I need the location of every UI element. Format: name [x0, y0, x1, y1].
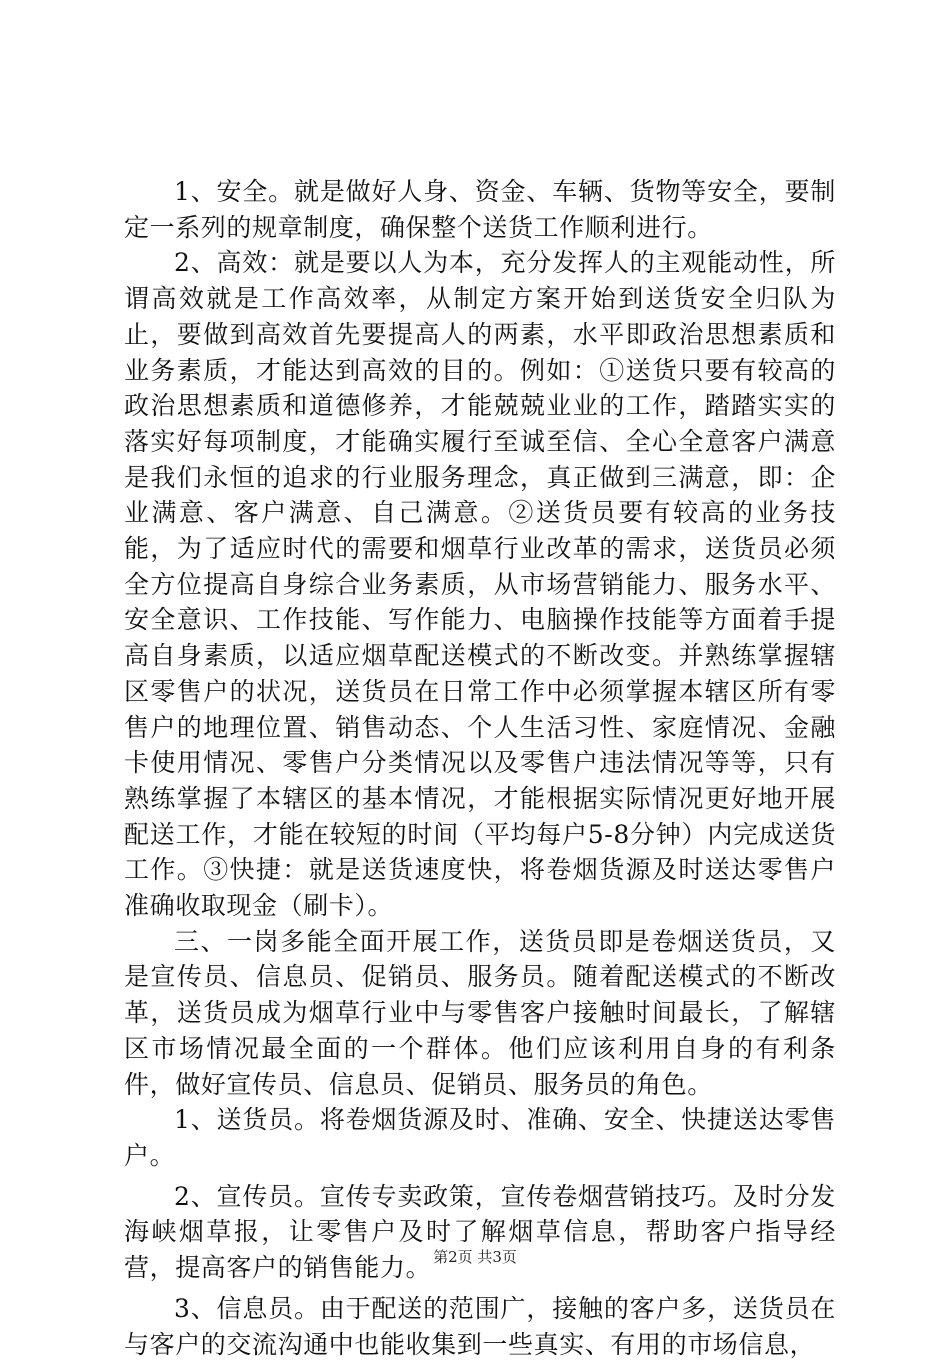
- page-footer: [0, 1247, 950, 1267]
- paragraph-multi-role: 三、一岗多能全面开展工作，送货员即是卷烟送货员，又是宣传员、信息员、促销员、服务员。随着配送模式的不断改革，送货员成为烟草行业中与零售客户接触时间最长，了解辖区市场情况最全面的一个群体。他们应该利用自身的有利条件，做好宣传员、信息员、促销员、服务员的角色。: [124, 926, 836, 1099]
- paragraph-delivery-role: 1、送货员。将卷烟货源及时、准确、安全、快捷送达零售户。: [124, 1105, 836, 1170]
- document-body: [124, 174, 836, 1362]
- paragraph-safety: 1、安全。就是做好人身、资金、车辆、货物等安全，要制定一系列的规章制度，确保整个送货工作顺利进行。: [124, 177, 836, 242]
- paragraph-publicity-role: 2、宣传员。宣传专卖政策，宣传卷烟营销技巧。及时分发海峡烟草报，让零售户及时了解烟草信息，帮助客户指导经营，提高客户的销售能力。: [124, 1181, 836, 1283]
- paragraph-information-role: 3、信息员。由于配送的范围广，接触的客户多，送货员在与客户的交流沟通中也能收集到一些真实、有用的市场信息，: [124, 1293, 836, 1359]
- paragraph-efficiency: 2、高效：就是要以人为本，充分发挥人的主观能动性，所谓高效就是工作高效率，从制定方案开始到送货安全归队为止，要做到高效首先要提高人的两素，水平即政治思想素质和业务素质，才能达到高效的目的。例如：①送货只要有较高的政治思想素质和道德修养，才能兢兢业业的工作，踏踏实实的落实好每项制度，才能确实履行至诚至信、全心全意客户满意是我们永恒的追求的行业服务理念，真正做到三满意，即：企业满意、客户满意、自己满意。②送货员要有较高的业务技能，为了适应时代的需要和烟草行业改革的需求，送货员必须全方位提高自身综合业务素质，从市场营销能力、服务水平、安全意识、工作技能、写作能力、电脑操作技能等方面着手提高自身素质，以适应烟草配送模式的不断改变。并熟练掌握辖区零售户的状况，送货员在日常工作中必须掌握本辖区所有零售户的地理位置、销售动态、个人生活习性、家庭情况、金融卡使用情况、零售户分类情况以及零售户违法情况等等，只有熟练掌握了本辖区的基本情况，才能根据实际情况更好地开展配送工作，才能在较短的时间（平均每户5-8分钟）内完成送货工作。③快捷：就是送货速度快，将卷烟货源及时送达零售户准确收取现金（刷卡）。: [124, 248, 836, 921]
- page-number-label: 第2页 共3页: [433, 1248, 517, 1266]
